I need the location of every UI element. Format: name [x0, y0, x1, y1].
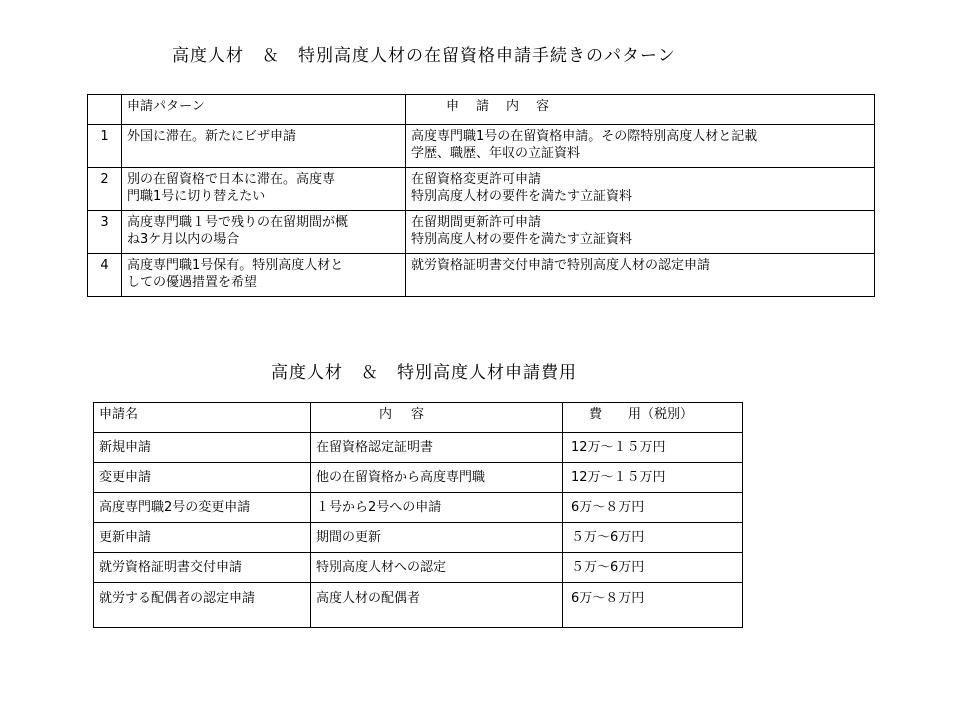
table-row	[94, 493, 743, 523]
description-header-cell: 内 容	[311, 403, 563, 433]
description-cell: １号から2号への申請	[311, 493, 563, 523]
table-row	[88, 211, 875, 254]
content-line: 在留期間更新許可申請	[411, 215, 542, 230]
fee-cell: 6万～８万円	[563, 493, 743, 523]
description-cell: 他の在留資格から高度専門職	[311, 463, 563, 493]
pattern-line: 外国に滞在。新たにビザ申請	[127, 129, 297, 144]
pattern-cell	[122, 168, 406, 211]
table-header-row	[88, 95, 875, 125]
fee-cell: ５万～6万円	[563, 523, 743, 553]
content-cell	[406, 125, 875, 168]
table-row	[88, 254, 875, 297]
application-name-cell: 変更申請	[94, 463, 311, 493]
pattern-line: 高度専門職１号で残りの在留期間が概	[127, 215, 349, 230]
table-row	[94, 433, 743, 463]
table-row	[94, 583, 743, 628]
pattern-line: ね3ケ月以内の場合	[127, 232, 240, 247]
table-row	[94, 463, 743, 493]
table-row	[88, 168, 875, 211]
fee-cell: 6万～８万円	[563, 583, 743, 628]
pattern-cell	[122, 254, 406, 297]
row-number: 4	[88, 254, 122, 297]
application-name-cell: 新規申請	[94, 433, 311, 463]
application-name-cell: 更新申請	[94, 523, 311, 553]
application-name-cell: 就労する配偶者の認定申請	[94, 583, 311, 628]
row-number: 3	[88, 211, 122, 254]
pattern-line: 高度専門職1号保有。特別高度人材と	[127, 258, 344, 273]
content-line: 特別高度人材の要件を満たす立証資料	[411, 232, 633, 247]
content-cell	[406, 211, 875, 254]
description-cell: 期間の更新	[311, 523, 563, 553]
row-number: 1	[88, 125, 122, 168]
table-row	[94, 553, 743, 583]
pattern-line: 門職1号に切り替えたい	[127, 189, 266, 204]
description-cell: 高度人材の配偶者	[311, 583, 563, 628]
content-line: 学歴、職歴、年収の立証資料	[411, 146, 581, 161]
content-line: 特別高度人材の要件を満たす立証資料	[411, 189, 633, 204]
application-name-cell: 就労資格証明書交付申請	[94, 553, 311, 583]
pattern-line: しての優遇措置を希望	[127, 275, 258, 290]
name-header-cell: 申請名	[94, 403, 311, 433]
description-cell: 在留資格認定証明書	[311, 433, 563, 463]
table-header-row	[94, 403, 743, 433]
fee-cell: 12万～１５万円	[563, 463, 743, 493]
number-header-cell	[88, 95, 122, 125]
fee-header-cell: 費 用（税別）	[563, 403, 743, 433]
content-line: 就労資格証明書交付申請で特別高度人材の認定申請	[411, 258, 711, 273]
content-header-cell: 申 請 内 容	[406, 95, 875, 125]
table-row	[88, 125, 875, 168]
table-row	[94, 523, 743, 553]
patterns-title: 高度人材 ＆ 特別高度人材の在留資格申請手続きのパターン	[172, 46, 676, 66]
description-cell: 特別高度人材への認定	[311, 553, 563, 583]
pattern-header-cell: 申請パターン	[122, 95, 406, 125]
fee-cell: ５万～6万円	[563, 553, 743, 583]
fee-cell: 12万～１５万円	[563, 433, 743, 463]
content-line: 在留資格変更許可申請	[411, 172, 542, 187]
content-cell	[406, 168, 875, 211]
application-fees-table	[93, 402, 743, 628]
pattern-line: 別の在留資格で日本に滞在。高度専	[127, 172, 336, 187]
pattern-cell	[122, 211, 406, 254]
content-cell	[406, 254, 875, 297]
fees-title: 高度人材 ＆ 特別高度人材申請費用	[271, 363, 577, 383]
application-name-cell: 高度専門職2号の変更申請	[94, 493, 311, 523]
pattern-cell	[122, 125, 406, 168]
row-number: 2	[88, 168, 122, 211]
content-line: 高度専門職1号の在留資格申請。その際特別高度人材と記載	[411, 129, 758, 144]
application-patterns-table	[87, 94, 875, 297]
